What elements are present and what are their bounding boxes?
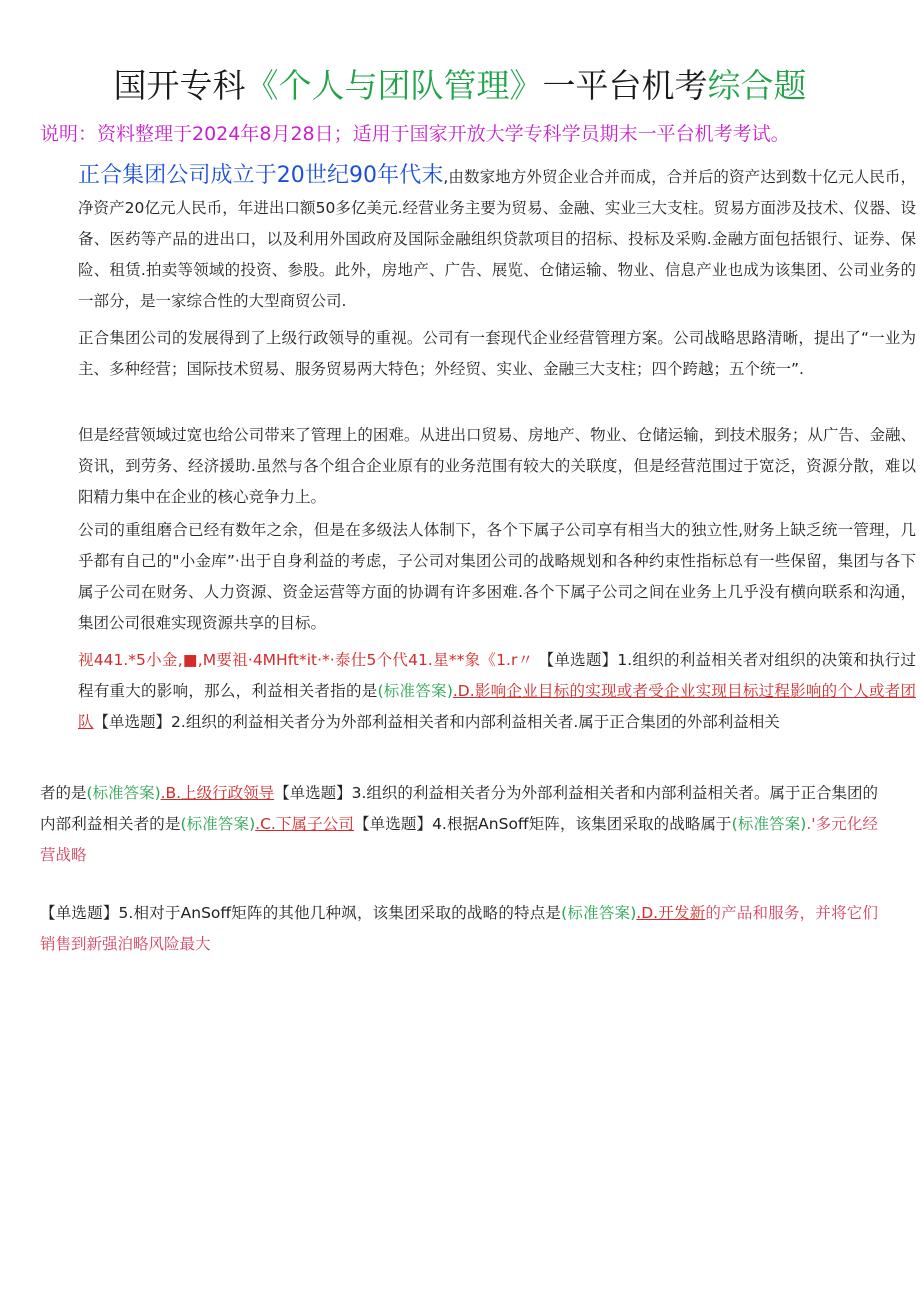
standard-answer-label: (标准答案) <box>731 815 807 833</box>
case-paragraph-3: 但是经营领域过宽也给公司带来了管理上的困难。从进出口贸易、房地产、物业、仓储运输，到技术服务；从广告、金融、资讯，到劳务、经济援助.虽然与各个组合企业原有的业务范围有较大的关联度，但是经营范围过于宽泛，资源分散，难以阳精力集中在企业的核心竞争力上。 <box>78 426 916 506</box>
answer-1: .D.影响企业目标的实现或者受企业实现目标过程影响的个人或者团队 <box>78 682 916 731</box>
answer-2: .B.上级行政领导 <box>160 784 275 802</box>
case-lead: 正合集团公司成立于20世纪90年代末 <box>78 163 444 188</box>
question-type: 【单选题】 <box>354 815 433 833</box>
case-paragraph-2: 正合集团公司的发展得到了上级行政领导的重视。公司有一套现代企业经营管理方案。公司战略思路清晰，提出了“一业为主、多种经营；国际技术贸易、服务贸易两大特色；外经贸、实业、金融三大支柱；四个跨越；五个统一”. <box>78 329 916 378</box>
question-2-part-2: 者的是 <box>40 784 87 802</box>
answer-5-underlined: .D.开发新 <box>636 904 706 922</box>
answer-3: .C.下属子公司 <box>255 815 354 833</box>
document-note: 说明：资料整理于2024年8月28日；适用于国家开放大学专科学员期末一平台机考考试。 <box>40 123 790 145</box>
standard-answer-label: (标准答案) <box>180 815 256 833</box>
question-5: 5.相对于AnSoff矩阵的其他几种飒，该集团采取的战略的特点是 <box>118 904 562 922</box>
standard-answer-label: (标准答案) <box>377 682 453 700</box>
question-type: 【单选题】 <box>93 713 172 731</box>
standard-answer-label: (标准答案) <box>561 904 637 922</box>
document-title <box>0 64 920 108</box>
question-block-3 <box>40 898 878 960</box>
question-block-2 <box>40 778 878 871</box>
question-4: 4.根据AnSoff矩阵，该集团采取的战略属于 <box>432 815 732 833</box>
case-paragraph-4: 公司的重组磨合已经有数年之余，但是在多级法人体制下，各个下属子公司享有相当大的独立性,财务上缺乏统一管理，几乎都有自己的"小金库”·出于自身利益的考虑，子公司对集团公司的战略规划和各种约束性指标总有一些保留，集团与各下属子公司在财务、人力资源、资金运营等方面的协调有许多困难.各个下属子公司之间在业务上几乎没有横向联系和沟通，集团公司很难实现资源共享的目标。 <box>78 521 916 632</box>
title-prefix: 国开专科 <box>113 66 246 105</box>
answer-4: .'多元化经营战略 <box>40 815 878 864</box>
answer-5-rest: 的产品和服务，并将它们销售到新强泊略风险最大 <box>40 904 878 953</box>
question-type: 【单选题】 <box>538 651 618 669</box>
question-1: 1.组织的利益相关者对组织的决策和执行过程有重大的影响，那么，利益相关者指的是 <box>78 651 916 700</box>
question-2-part-1: 2.组织的利益相关者分为外部利益相关者和内部利益相关者.属于正合集团的外部利益相关 <box>171 713 780 731</box>
standard-answer-label: (标准答案) <box>86 784 161 802</box>
question-3: 3.组织的利益相关者分为外部利益相关者和内部利益相关者。属于正合集团的内部利益相关者的是 <box>40 784 878 833</box>
question-type: 【单选题】 <box>274 784 352 802</box>
question-block-1 <box>40 645 916 738</box>
title-mid: 一平台机考 <box>542 66 708 105</box>
case-paragraph-1 <box>40 160 916 317</box>
title-course: 《个人与团队管理》 <box>245 66 543 105</box>
question-type: 【单选题】 <box>40 904 119 922</box>
garbled-text: 视441.*5小金,■,M要祖·4MHft*it·*·泰仕5个代41.星**象《1.r〃 <box>78 651 534 669</box>
case-paragraph-1-text: ,由数家地方外贸企业合并而成，合并后的资产达到数十亿元人民币，净资产20亿元人民币，年进出口额50多亿美元.经营业务主要为贸易、金融、实业三大支柱。贸易方面涉及技术、仪器、设备、医药等产品的进出口，以及利用外国政府及国际金融组织贷款项目的招标、投标及采购.金融方面包括银行、证券、保险、租赁.拍卖等领域的投资、参股。此外，房地产、广告、展览、仓储运输、物业、信息产业也成为该集团、公司业务的一部分，是一家综合性的大型商贸公司. <box>78 168 916 310</box>
title-suffix: 综合题 <box>707 66 807 105</box>
